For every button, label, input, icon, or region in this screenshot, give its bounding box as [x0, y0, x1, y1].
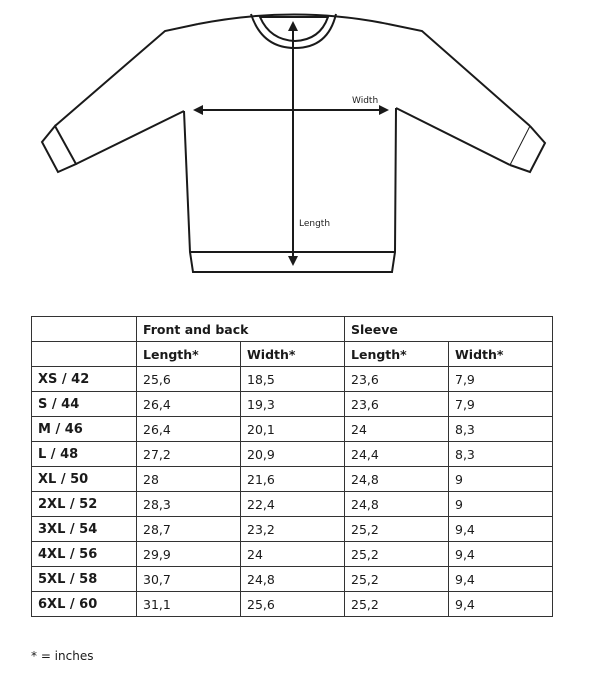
fb-length-cell: 28,3 — [137, 492, 241, 517]
sleeve-length-cell: 23,6 — [345, 367, 449, 392]
fb-width-cell: 19,3 — [241, 392, 345, 417]
fb-length-cell: 26,4 — [137, 392, 241, 417]
sleeve-width-cell: 9 — [449, 467, 553, 492]
sleeve-width-cell: 9,4 — [449, 542, 553, 567]
sub-header-sleeve-length: Length* — [345, 342, 449, 367]
fb-length-cell: 28 — [137, 467, 241, 492]
sub-header-row — [32, 342, 553, 367]
fb-width-cell: 24 — [241, 542, 345, 567]
sleeve-width-cell: 7,9 — [449, 392, 553, 417]
sleeve-length-cell: 23,6 — [345, 392, 449, 417]
table-row — [32, 517, 553, 542]
table-row — [32, 442, 553, 467]
sweatshirt-outline-icon — [0, 0, 615, 290]
fb-width-cell: 20,9 — [241, 442, 345, 467]
table-row — [32, 542, 553, 567]
sub-header-fb-length: Length* — [137, 342, 241, 367]
size-cell: XL / 50 — [32, 467, 137, 492]
table-row — [32, 592, 553, 617]
fb-length-cell: 30,7 — [137, 567, 241, 592]
size-cell: 5XL / 58 — [32, 567, 137, 592]
fb-width-cell: 21,6 — [241, 467, 345, 492]
fb-width-cell: 24,8 — [241, 567, 345, 592]
sleeve-width-cell: 8,3 — [449, 417, 553, 442]
size-chart-table — [31, 316, 553, 617]
table-row — [32, 467, 553, 492]
fb-length-cell: 27,2 — [137, 442, 241, 467]
table-row — [32, 492, 553, 517]
sleeve-width-cell: 9,4 — [449, 567, 553, 592]
sleeve-length-cell: 24,8 — [345, 492, 449, 517]
size-cell: L / 48 — [32, 442, 137, 467]
sub-header-sleeve-width: Width* — [449, 342, 553, 367]
sleeve-length-cell: 25,2 — [345, 567, 449, 592]
size-cell: M / 46 — [32, 417, 137, 442]
size-cell: 2XL / 52 — [32, 492, 137, 517]
sub-header-fb-width: Width* — [241, 342, 345, 367]
sleeve-width-cell: 9,4 — [449, 517, 553, 542]
fb-width-cell: 22,4 — [241, 492, 345, 517]
width-label: Width — [352, 96, 379, 106]
header-front-and-back: Front and back — [137, 317, 345, 342]
fb-width-cell: 23,2 — [241, 517, 345, 542]
size-cell: 3XL / 54 — [32, 517, 137, 542]
sub-header-empty — [32, 342, 137, 367]
sleeve-length-cell: 25,2 — [345, 517, 449, 542]
sleeve-width-cell: 9 — [449, 492, 553, 517]
size-cell: 4XL / 56 — [32, 542, 137, 567]
sweatshirt-diagram — [0, 0, 615, 290]
fb-length-cell: 28,7 — [137, 517, 241, 542]
fb-length-cell: 25,6 — [137, 367, 241, 392]
sleeve-length-cell: 24 — [345, 417, 449, 442]
fb-width-cell: 18,5 — [241, 367, 345, 392]
sleeve-width-cell: 9,4 — [449, 592, 553, 617]
fb-width-cell: 20,1 — [241, 417, 345, 442]
table-row — [32, 392, 553, 417]
fb-length-cell: 31,1 — [137, 592, 241, 617]
fb-width-cell: 25,6 — [241, 592, 345, 617]
sleeve-width-cell: 7,9 — [449, 367, 553, 392]
size-cell: XS / 42 — [32, 367, 137, 392]
header-empty-cell — [32, 317, 137, 342]
sleeve-length-cell: 25,2 — [345, 542, 449, 567]
sleeve-length-cell: 24,8 — [345, 467, 449, 492]
size-cell: S / 44 — [32, 392, 137, 417]
fb-length-cell: 29,9 — [137, 542, 241, 567]
length-label: Length — [299, 219, 331, 229]
group-header-row — [32, 317, 553, 342]
table-row — [32, 367, 553, 392]
sleeve-width-cell: 8,3 — [449, 442, 553, 467]
footnote: * = inches — [31, 649, 94, 663]
size-cell: 6XL / 60 — [32, 592, 137, 617]
sleeve-length-cell: 24,4 — [345, 442, 449, 467]
table-row — [32, 567, 553, 592]
fb-length-cell: 26,4 — [137, 417, 241, 442]
table-row — [32, 417, 553, 442]
header-sleeve: Sleeve — [345, 317, 553, 342]
sleeve-length-cell: 25,2 — [345, 592, 449, 617]
